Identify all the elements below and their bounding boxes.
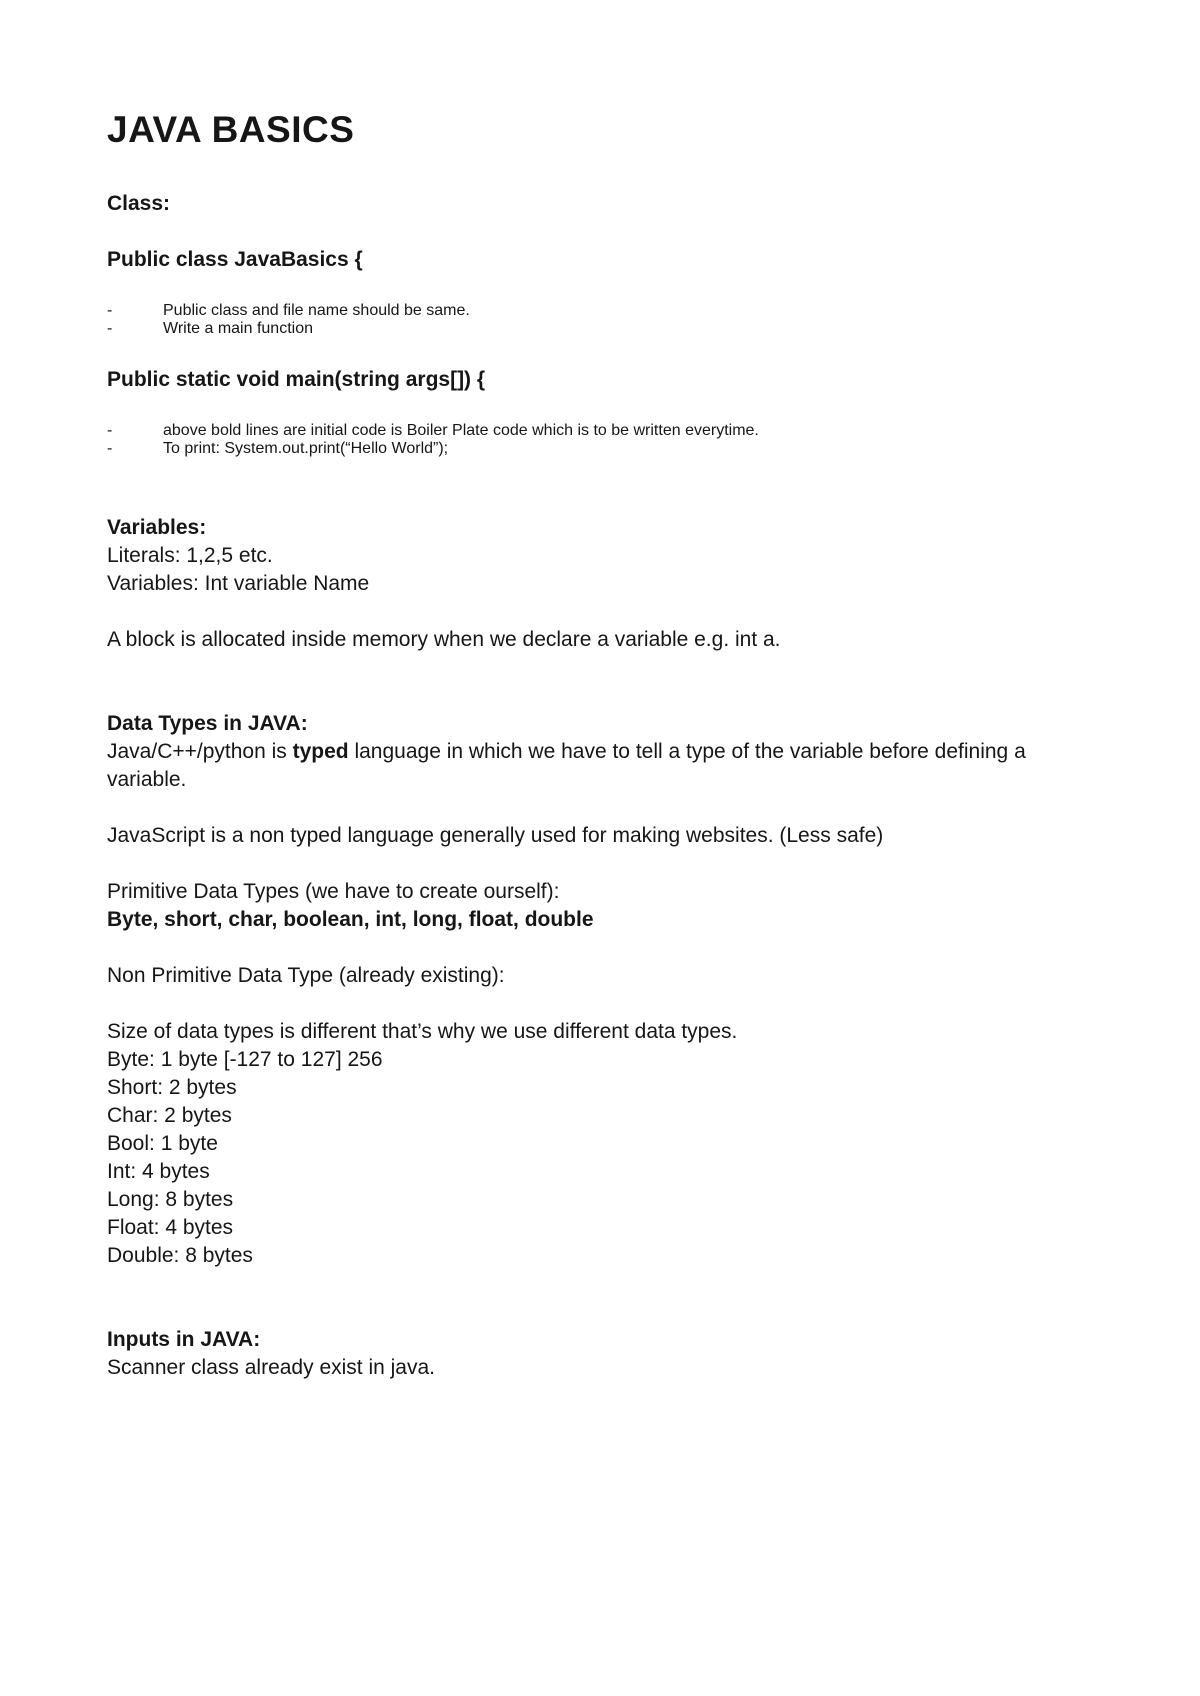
bullet-marker: - (107, 440, 113, 457)
type-sizes-block (107, 1018, 1027, 1270)
size-line: Byte: 1 byte [-127 to 127] 256 (107, 1048, 383, 1071)
variables-line: Variables: Int variable Name (107, 572, 370, 595)
size-line: Char: 2 bytes (107, 1104, 232, 1127)
primitive-types-block (107, 878, 1027, 934)
bullet-marker: - (107, 302, 113, 319)
variables-section-heading: Variables: (107, 516, 207, 539)
bullet-text: above bold lines are initial code is Boiler Plate code which is to be written everytime. (163, 422, 759, 439)
typed-prefix-text: Java/C++/python is (107, 740, 293, 763)
class-declaration-line: Public class JavaBasics { (107, 248, 363, 271)
size-line: Int: 4 bytes (107, 1160, 210, 1183)
data-types-block (107, 710, 1027, 794)
primitive-types-label: Primitive Data Types (we have to create ourself): (107, 880, 560, 903)
inputs-section-heading: Inputs in JAVA: (107, 1328, 261, 1351)
bullet-text: To print: System.out.print(“Hello World”); (163, 440, 449, 457)
bullet-marker: - (107, 320, 113, 337)
class-section-heading: Class: (107, 192, 171, 215)
class-bullet-list (107, 302, 1027, 338)
bullet-marker: - (107, 422, 113, 439)
inputs-block (107, 1326, 1027, 1382)
non-primitive-types-label: Non Primitive Data Type (already existing): (107, 964, 505, 987)
bullet-item (107, 422, 1027, 440)
primitive-types-list: Byte, short, char, boolean, int, long, float, double (107, 908, 594, 931)
javascript-note-line: JavaScript is a non typed language generally used for making websites. (Less safe) (107, 824, 884, 847)
typed-suffix-text: language in which we have to tell a type of the variable before defining a variable. (107, 740, 1026, 791)
typed-language-paragraph (107, 738, 1027, 794)
bullet-item (107, 320, 1027, 338)
main-bullet-list (107, 422, 1027, 458)
bullet-text: Write a main function (163, 320, 313, 337)
bullet-text: Public class and file name should be same. (163, 302, 470, 319)
size-line: Short: 2 bytes (107, 1076, 237, 1099)
variables-block (107, 514, 1027, 598)
memory-note-line: A block is allocated inside memory when we declare a variable e.g. int a. (107, 628, 781, 651)
document-content (107, 108, 1027, 1382)
size-line: Long: 8 bytes (107, 1188, 234, 1211)
size-line: Double: 8 bytes (107, 1244, 253, 1267)
literals-line: Literals: 1,2,5 etc. (107, 544, 273, 567)
size-intro-line: Size of data types is different that’s why we use different data types. (107, 1020, 738, 1043)
main-declaration-line: Public static void main(string args[]) { (107, 368, 486, 391)
document-title: JAVA BASICS (107, 109, 355, 150)
typed-bold-text: typed (292, 740, 349, 763)
bullet-item (107, 302, 1027, 320)
data-types-section-heading: Data Types in JAVA: (107, 712, 308, 735)
size-line: Bool: 1 byte (107, 1132, 218, 1155)
bullet-item (107, 440, 1027, 458)
scanner-line: Scanner class already exist in java. (107, 1356, 435, 1379)
size-line: Float: 4 bytes (107, 1216, 234, 1239)
